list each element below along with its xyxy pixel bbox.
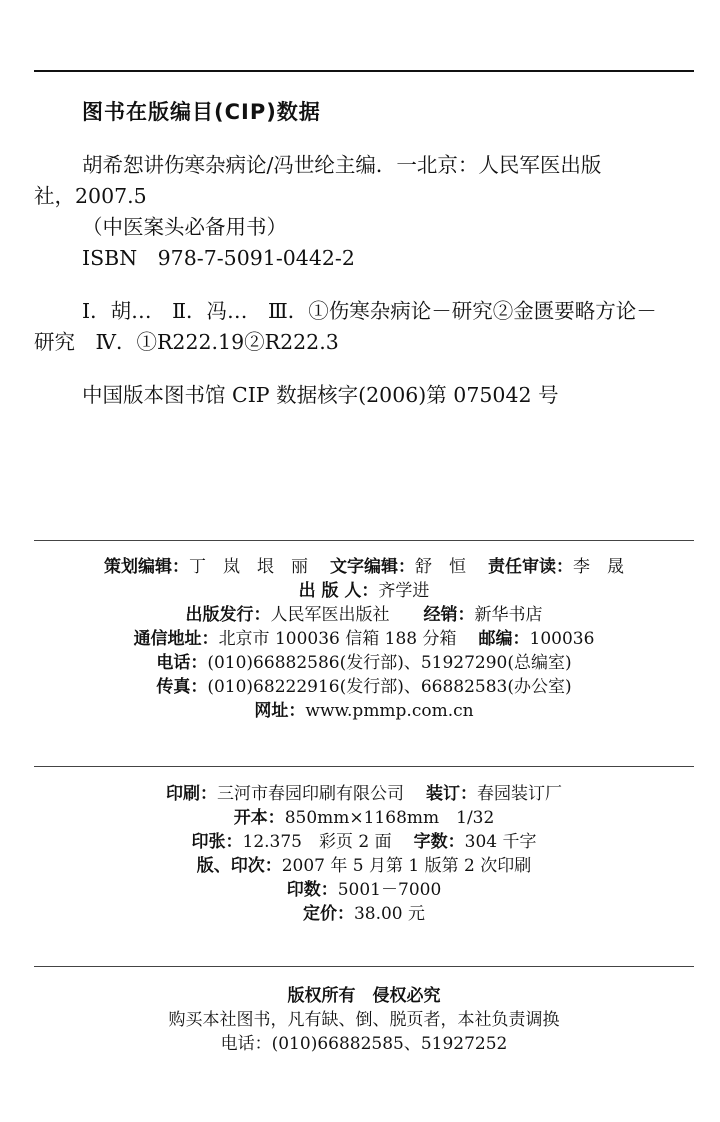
cip-title-line-1: 胡希恕讲伤寒杂病论/冯世纶主编．一北京：人民军医出版	[82, 153, 602, 177]
cip-classification-line-1: Ⅰ．胡… Ⅱ．冯… Ⅲ．①伤寒杂病论－研究②金匮要略方论－	[82, 299, 657, 323]
cip-title-line-2: 社，2007.5	[34, 184, 147, 208]
words-value: 304 千字	[464, 832, 537, 852]
copyright-notice: 版权所有 侵权必究	[287, 986, 441, 1006]
edition-value: 2007 年 5 月第 1 版第 2 次印刷	[281, 856, 532, 876]
binding-value: 春园装订厂	[477, 784, 562, 804]
top-rule	[34, 70, 694, 72]
distribution-label: 出版发行：	[185, 605, 271, 625]
phone-label: 电话：	[156, 653, 208, 673]
postcode-value: 100036	[529, 629, 595, 649]
cip-block	[34, 150, 694, 411]
planning-editor-value: 丁 岚 垠 丽	[189, 557, 308, 577]
edition-label: 版、印次：	[196, 856, 282, 876]
address-value: 北京市 100036 信箱 188 分箱	[218, 629, 457, 649]
format-label: 开本：	[233, 808, 285, 828]
price-value: 38.00 元	[353, 904, 426, 924]
text-editor-label: 文字编辑：	[330, 557, 415, 577]
format-value: 850mm×1168mm 1/32	[284, 808, 495, 828]
copyright-exchange-policy: 购买本社图书，凡有缺、倒、脱页者，本社负责调换	[168, 1010, 560, 1030]
web-value: www.pmmp.com.cn	[305, 701, 474, 721]
staff-top-rule	[34, 540, 694, 541]
dealer-label: 经销：	[423, 605, 475, 625]
cip-heading: 图书在版编目(CIP)数据	[82, 100, 321, 124]
dealer-value: 新华书店	[474, 605, 543, 625]
text-editor-value: 舒 恒	[415, 557, 466, 577]
print-run-label: 印数：	[286, 880, 338, 900]
printer-label: 印刷：	[166, 784, 217, 804]
binding-label: 装订：	[426, 784, 477, 804]
staff-block	[34, 555, 694, 723]
distribution-value: 人民军医出版社	[270, 605, 390, 625]
cip-number: 中国版本图书馆 CIP 数据核字(2006)第 075042 号	[82, 383, 559, 407]
web-label: 网址：	[254, 701, 306, 721]
proof-label: 责任审读：	[488, 557, 573, 577]
copyright-phone: 电话：(010)66882585、51927252	[220, 1034, 508, 1054]
fax-label: 传真：	[156, 677, 208, 697]
postcode-label: 邮编：	[478, 629, 530, 649]
words-label: 字数：	[413, 832, 465, 852]
sheets-label: 印张：	[191, 832, 243, 852]
publisher-label: 出 版 人：	[298, 581, 379, 601]
copyright-block	[34, 984, 694, 1056]
sheets-value: 12.375 彩页 2 面	[242, 832, 392, 852]
proof-value: 李 晟	[573, 557, 624, 577]
cip-series: （中医案头必备用书）	[82, 215, 287, 239]
address-label: 通信地址：	[133, 629, 219, 649]
fax-value: (010)68222916(发行部)、66882583(办公室)	[207, 677, 572, 697]
printer-value: 三河市春园印刷有限公司	[217, 784, 404, 804]
price-label: 定价：	[302, 904, 354, 924]
cip-classification-line-2: 研究 Ⅳ．①R222.19②R222.3	[34, 330, 339, 354]
planning-editor-label: 策划编辑：	[104, 557, 189, 577]
publisher-value: 齐学进	[378, 581, 430, 601]
phone-value: (010)66882586(发行部)、51927290(总编室)	[207, 653, 572, 673]
copyright-top-rule	[34, 966, 694, 967]
cip-isbn: ISBN 978-7-5091-0442-2	[82, 246, 355, 270]
print-block	[34, 782, 694, 926]
print-run-value: 5001－7000	[337, 880, 442, 900]
print-top-rule	[34, 766, 694, 767]
